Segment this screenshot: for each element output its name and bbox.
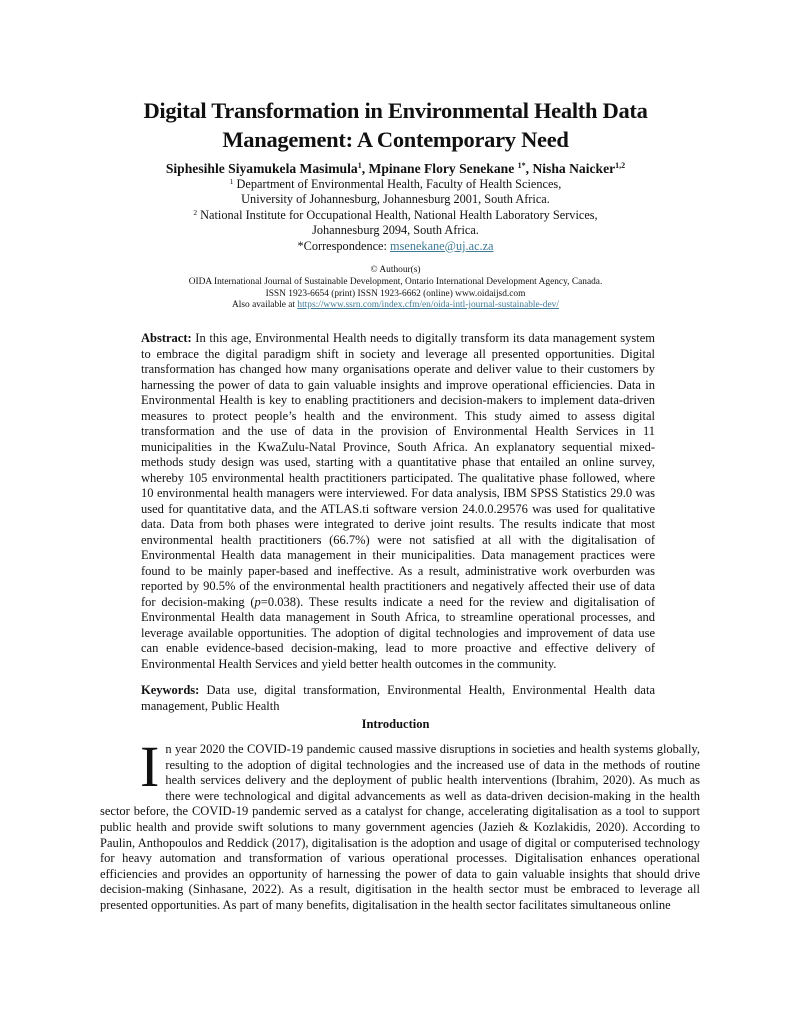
copyright-notice: © Authour(s) [370, 265, 421, 275]
author-name: Siphesihle Siyamukela Masimula [165, 161, 358, 176]
author-name: Mpinane Flory Senekane [368, 161, 518, 176]
affiliation-1 [100, 177, 691, 192]
keywords-label: Keywords: [141, 683, 200, 697]
author-affiliation-mark: 1* [517, 161, 526, 170]
issn-line: ISSN 1923-6654 (print) ISSN 1923-6662 (online) www.oidaijsd.com [265, 288, 526, 299]
affiliation-2-address: Johannesburg 2094, South Africa. [312, 223, 479, 238]
affiliation-2 [100, 208, 691, 223]
correspondence-label: *Correspondence: [297, 238, 391, 253]
affiliation-text: National Institute for Occupational Health, National Health Laboratory Services, [197, 207, 598, 222]
drop-cap: I [140, 734, 160, 799]
p-value-symbol: p [254, 594, 261, 609]
affiliation-mark: 1 [229, 177, 234, 186]
journal-name: OIDA International Journal of Sustainable Development, Ontario International Development Agency, Canada. [188, 276, 603, 287]
abstract-text: In this age, Environmental Health needs to digitally transform its data management system to embrace the digital paradigm shift in society and leverage all presented opportunities. Digital transformation has changed how many organisations operate and deliver value to their customers by harnessing the power of data to gain valuable insights and improve operational efficiencies. Data in Environmental Health is key to enabling practitioners and decision-makers to implement data-driven measures to protect people’s health and the environment. This study aimed to assess digital transformation and the use of data in the provision of Environmental Health Services in 11 municipalities in the KwaZulu-Natal Province, South Africa. An explanatory sequential mixed-methods study design was used, starting with a quantitative phase that entailed an online survey, whereby 105 environmental health practitioners participated. The qualitative phase followed, where 10 environmental health managers were interviewed. For data analysis, IBM SPSS Statistics 29.0 was used for quantitative data, and the ATLAS.ti software version 24.0.0.29576 was used for qualitative data. Data from both phases were integrated to derive joint results. The results indicate that most environmental health practitioners (66.7%) were not satisfied at all with the digitalisation of Environmental Health data management in their municipalities. Data management practices were found to be mainly paper-based and ineffective. As a result, administrative work overburden was reported by 90.5% of the environmental health practitioners and negatively affected their use of data for decision-making ( [141, 331, 655, 609]
affiliation-1-address: University of Johannesburg, Johannesburg 2001, South Africa. [241, 192, 550, 207]
introduction-text: n year 2020 the COVID-19 pandemic caused massive disruptions in societies and health systems globally, resulting to the adoption of digital technologies and the increased use of data in the methods of routine health services delivery and the deployment of public health interventions (Ibrahim, 2020). As much as there were technological and digital advancements as well as data-driven decision-making in the health sector before, the COVID-19 pandemic served as a catalyst for change, accelerating digitalisation as a tool to support public health and provide swift solutions to many government agencies (Jazieh & Kozlakidis, 2020). According to Paulin, Anthopoulos and Reddick (2017), digitalisation is the adoption and usage of digital or computerised technology for heavy automation and transformation of various operational processes. Digitalisation enhances operational efficiencies and provides an opportunity of harnessing the power of data to gain valuable insights that should drive decision-making (Sinhasane, 2022). As a result, digitisation in the health sector must be embraced to leverage all presented opportunities. As part of many benefits, digitalisation in the health sector facilitates simultaneous online [100, 742, 700, 912]
title-line-2: Management: A Contemporary Need [222, 127, 569, 152]
paper-title [100, 96, 691, 154]
ssrn-link[interactable]: https://www.ssrn.com/index.cfm/en/oida-intl-journal-sustainable-dev/ [297, 300, 559, 311]
correspondence [100, 239, 691, 254]
affiliation-mark: 2 [193, 207, 198, 217]
introduction-paragraph [100, 734, 700, 914]
keywords [141, 683, 655, 714]
title-line-1: Digital Transformation in Environmental Health Data [143, 98, 648, 123]
also-available [100, 300, 691, 312]
journal-info [100, 265, 691, 312]
affiliations [100, 177, 691, 254]
correspondence-email-link[interactable]: msenekane@uj.ac.za [390, 238, 494, 253]
author-list: Siphesihle Siyamukela Masimula$^1$, Mpinane Flory Senekane $^{1*}$, Nisha Naicker$^{1,2}$ [165, 161, 626, 176]
abstract-label: Abstract: [141, 331, 192, 345]
also-available-label: Also available at [232, 300, 298, 311]
abstract [141, 331, 655, 672]
section-heading-introduction: Introduction [361, 717, 430, 731]
affiliation-text: Department of Environmental Health, Faculty of Health Sciences, [233, 177, 562, 191]
author-name: Nisha Naicker [532, 161, 616, 176]
introduction-body [100, 734, 700, 914]
author-affiliation-mark: 1,2 [615, 161, 626, 170]
abstract-text-continued: =0.038). These results indicate a need for the review and digitalisation of Environmental Health data management in South Africa, to streamline operational processes, and leverage available opportunities. The adoption of digital technologies and improvement of data use can enable evidence-based decision-making, lead to more proactive and effective delivery of Environmental Health Services and yield better health outcomes in the community. [141, 594, 655, 671]
author-affiliation-mark: 1 [357, 161, 362, 170]
keywords-text: Data use, digital transformation, Environmental Health, Environmental Health data management, Public Health [141, 683, 655, 713]
